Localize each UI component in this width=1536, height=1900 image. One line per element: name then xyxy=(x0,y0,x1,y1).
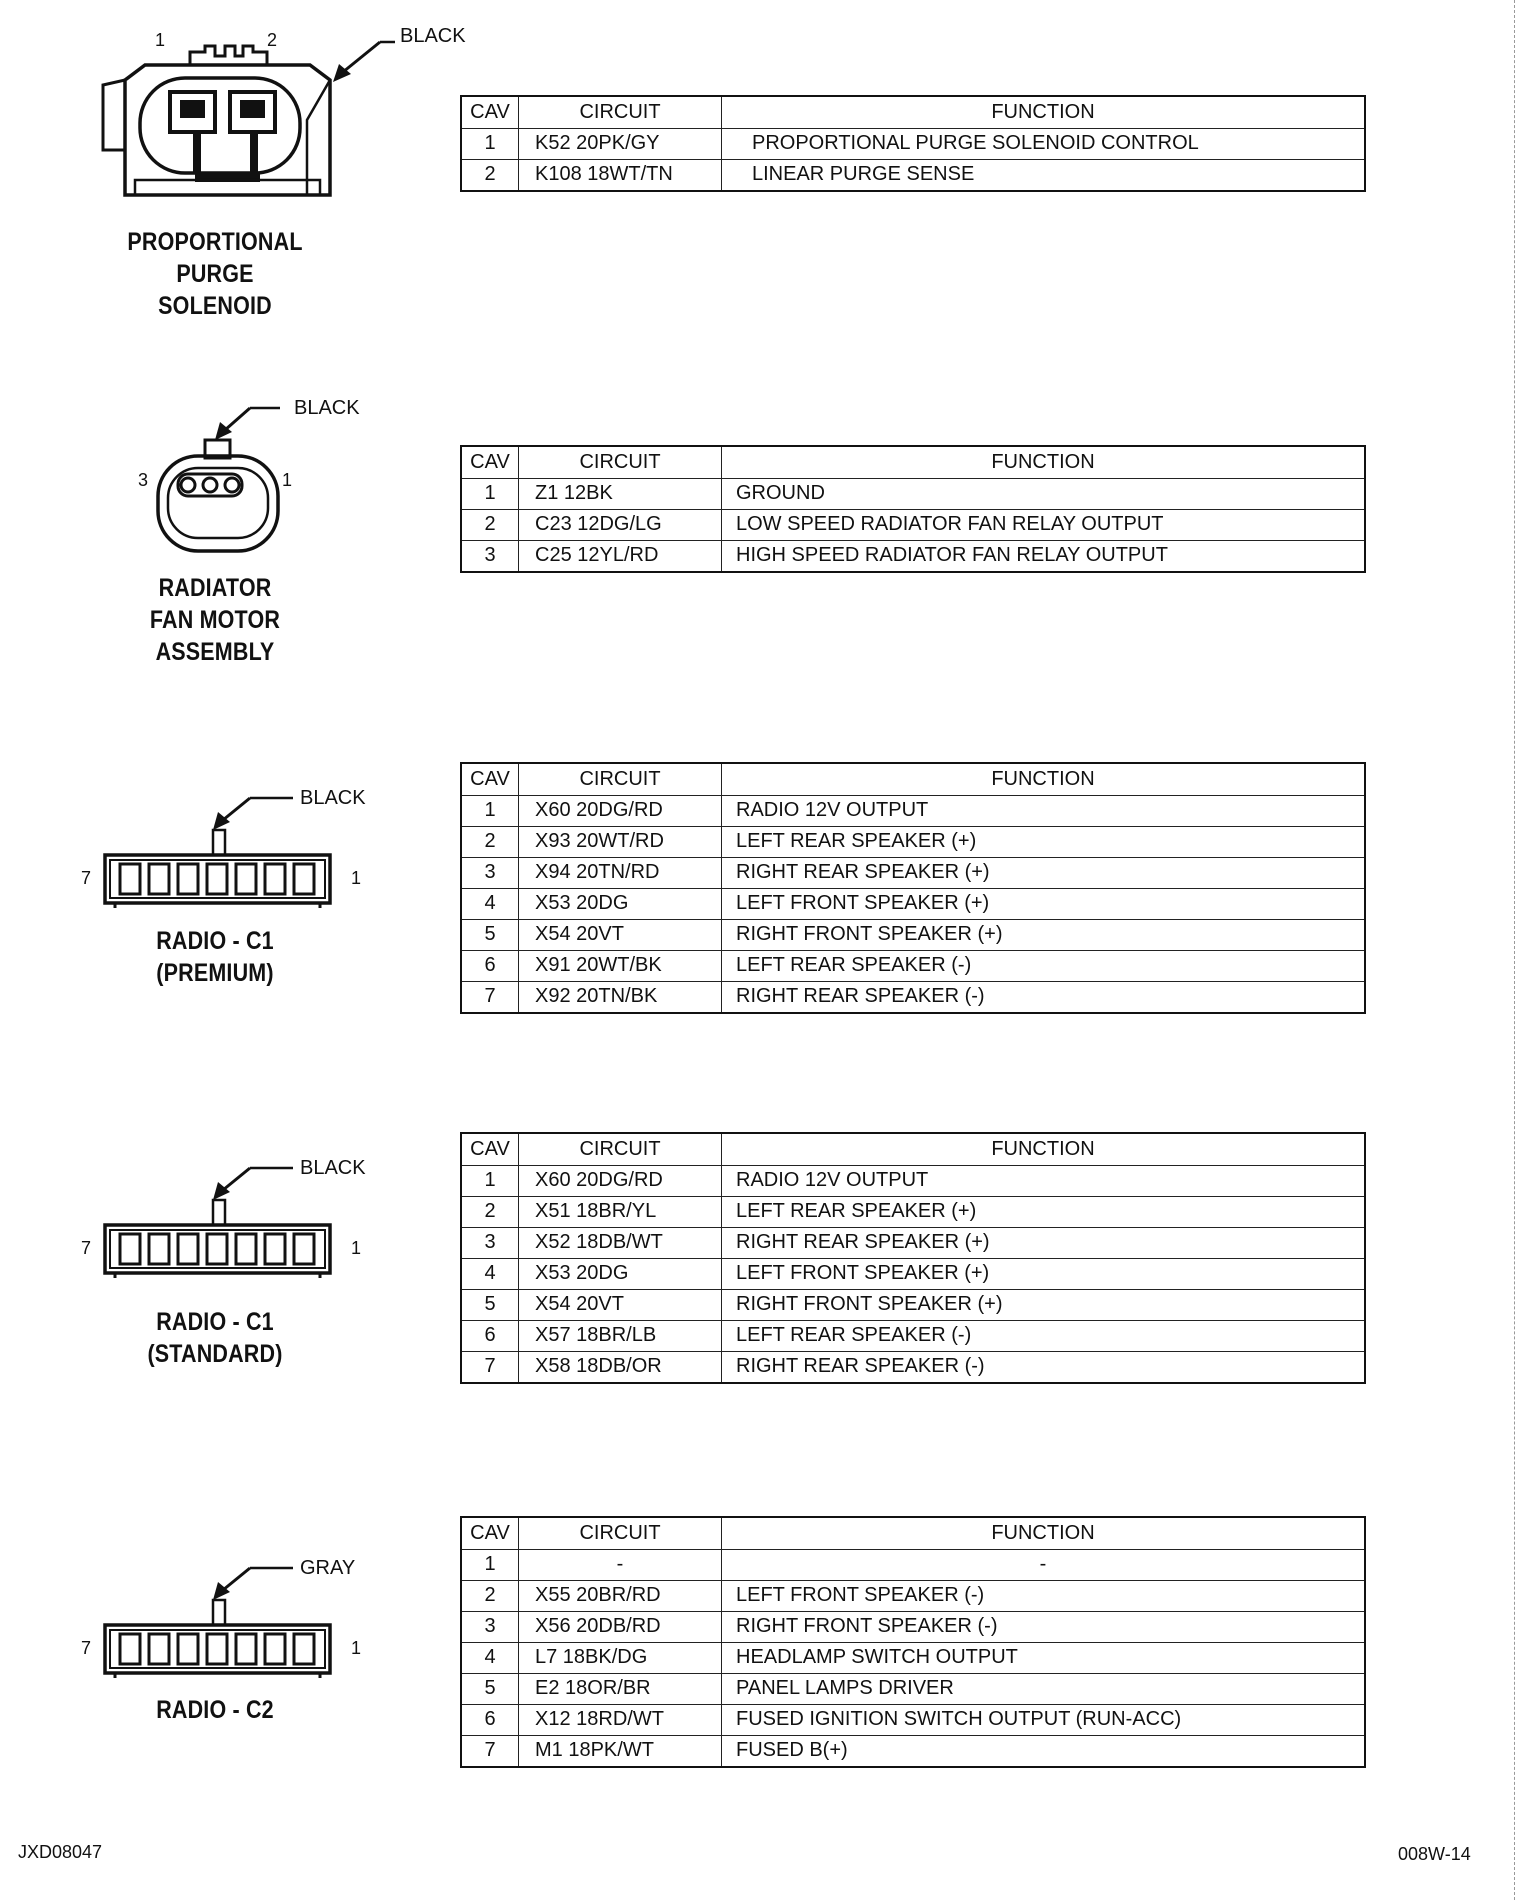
cav-cell: 7 xyxy=(461,1735,519,1767)
circuit-cell: X94 20TN/RD xyxy=(519,857,722,888)
radio-c2-color-label: GRAY xyxy=(300,1557,356,1579)
function-cell: RIGHT REAR SPEAKER (-) xyxy=(722,1351,1366,1383)
purge-solenoid-pinout-table xyxy=(460,95,1366,192)
radio-c1p-pin-label-left: 7 xyxy=(81,868,92,888)
function-header: FUNCTION xyxy=(722,446,1366,478)
circuit-cell: X12 18RD/WT xyxy=(519,1704,722,1735)
cav-header: CAV xyxy=(461,96,519,128)
circuit-header: CIRCUIT xyxy=(519,96,722,128)
function-cell: PANEL LAMPS DRIVER xyxy=(722,1673,1366,1704)
table-row xyxy=(461,540,1365,572)
circuit-cell: X58 18DB/OR xyxy=(519,1351,722,1383)
radio-c1-premium-connector-drawing xyxy=(75,780,375,910)
cav-cell: 1 xyxy=(461,1549,519,1580)
table-row xyxy=(461,159,1365,191)
cav-header: CAV xyxy=(461,1133,519,1165)
circuit-cell: C23 12DG/LG xyxy=(519,509,722,540)
cav-cell: 3 xyxy=(461,540,519,572)
circuit-cell: K52 20PK/GY xyxy=(519,128,722,159)
circuit-cell: X56 20DB/RD xyxy=(519,1611,722,1642)
function-cell: LEFT REAR SPEAKER (+) xyxy=(722,1196,1366,1227)
function-cell: PROPORTIONAL PURGE SOLENOID CONTROL xyxy=(722,128,1366,159)
circuit-header: CIRCUIT xyxy=(519,446,722,478)
cav-header: CAV xyxy=(461,763,519,795)
function-header: FUNCTION xyxy=(722,763,1366,795)
purge-title-line: PURGE xyxy=(176,260,254,288)
page-number: 008W-14 xyxy=(1398,1844,1471,1864)
table-row xyxy=(461,1549,1365,1580)
function-cell: FUSED IGNITION SWITCH OUTPUT (RUN-ACC) xyxy=(722,1704,1366,1735)
circuit-cell: X54 20VT xyxy=(519,919,722,950)
radio-c1-premium-title xyxy=(108,925,323,989)
radio-c2-title-line: RADIO - C2 xyxy=(156,1696,274,1724)
table-header-row xyxy=(461,1133,1365,1165)
radio-c1-premium-connector-icon xyxy=(75,780,375,910)
purge-solenoid-connector-drawing xyxy=(95,20,475,210)
table-row xyxy=(461,1196,1365,1227)
table-row xyxy=(461,478,1365,509)
circuit-header: CIRCUIT xyxy=(519,1133,722,1165)
function-cell: LOW SPEED RADIATOR FAN RELAY OUTPUT xyxy=(722,509,1366,540)
function-cell: RIGHT FRONT SPEAKER (+) xyxy=(722,919,1366,950)
function-cell: LEFT FRONT SPEAKER (+) xyxy=(722,1258,1366,1289)
function-header: FUNCTION xyxy=(722,1133,1366,1165)
circuit-cell: K108 18WT/TN xyxy=(519,159,722,191)
radio-c2-connector-icon xyxy=(75,1550,375,1680)
cav-cell: 2 xyxy=(461,1580,519,1611)
function-cell: FUSED B(+) xyxy=(722,1735,1366,1767)
cav-header: CAV xyxy=(461,1517,519,1549)
radiator-title-line: ASSEMBLY xyxy=(155,638,275,666)
function-cell: HIGH SPEED RADIATOR FAN RELAY OUTPUT xyxy=(722,540,1366,572)
cav-cell: 4 xyxy=(461,1642,519,1673)
radiator-pin-label-right: 1 xyxy=(282,470,293,490)
cav-cell: 6 xyxy=(461,1320,519,1351)
table-row xyxy=(461,888,1365,919)
cav-cell: 4 xyxy=(461,1258,519,1289)
purge-pin-label-right: 2 xyxy=(267,30,278,50)
radiator-pin-label-left: 3 xyxy=(138,470,149,490)
cav-cell: 6 xyxy=(461,950,519,981)
table-row xyxy=(461,1735,1365,1767)
cav-cell: 1 xyxy=(461,1165,519,1196)
circuit-cell: X91 20WT/BK xyxy=(519,950,722,981)
figure-id: JXD08047 xyxy=(18,1842,103,1862)
circuit-cell: Z1 12BK xyxy=(519,478,722,509)
cav-header: CAV xyxy=(461,446,519,478)
radio-c1-premium-pinout-table xyxy=(460,762,1366,1014)
cav-cell: 1 xyxy=(461,795,519,826)
radiator-fan-connector-icon xyxy=(130,390,380,560)
function-cell: RIGHT FRONT SPEAKER (-) xyxy=(722,1611,1366,1642)
radio-c2-title xyxy=(108,1694,323,1726)
cav-cell: 2 xyxy=(461,1196,519,1227)
circuit-cell: X60 20DG/RD xyxy=(519,795,722,826)
cav-cell: 1 xyxy=(461,478,519,509)
cav-cell: 6 xyxy=(461,1704,519,1735)
table-row xyxy=(461,795,1365,826)
circuit-cell: X53 20DG xyxy=(519,888,722,919)
table-header-row xyxy=(461,446,1365,478)
table-row xyxy=(461,1289,1365,1320)
radio-c1-standard-pinout-table xyxy=(460,1132,1366,1384)
table-header-row xyxy=(461,1517,1365,1549)
cav-cell: 3 xyxy=(461,1227,519,1258)
cav-cell: 5 xyxy=(461,919,519,950)
table-row xyxy=(461,950,1365,981)
circuit-cell: X60 20DG/RD xyxy=(519,1165,722,1196)
table-row xyxy=(461,1258,1365,1289)
radio-c1-standard-connector-drawing xyxy=(75,1150,375,1280)
table-row xyxy=(461,128,1365,159)
function-cell: - xyxy=(722,1549,1366,1580)
radio-c2-pin-label-right: 1 xyxy=(351,1638,362,1658)
function-cell: LEFT FRONT SPEAKER (-) xyxy=(722,1580,1366,1611)
table-row xyxy=(461,1227,1365,1258)
function-cell: HEADLAMP SWITCH OUTPUT xyxy=(722,1642,1366,1673)
radiator-fan-title xyxy=(108,572,323,668)
table-header-row xyxy=(461,96,1365,128)
table-row xyxy=(461,981,1365,1013)
cav-cell: 5 xyxy=(461,1673,519,1704)
radio-c1s-title-line: (STANDARD) xyxy=(147,1340,283,1368)
circuit-header: CIRCUIT xyxy=(519,1517,722,1549)
radiator-fan-connector-drawing xyxy=(130,390,380,560)
table-row xyxy=(461,1580,1365,1611)
radio-c2-connector-drawing xyxy=(75,1550,375,1680)
circuit-cell: - xyxy=(519,1549,722,1580)
radio-c1p-title-line: RADIO - C1 xyxy=(156,927,274,955)
radio-c2-pinout-table xyxy=(460,1516,1366,1768)
function-cell: RIGHT FRONT SPEAKER (+) xyxy=(722,1289,1366,1320)
radio-c1p-pin-label-right: 1 xyxy=(351,868,362,888)
circuit-cell: E2 18OR/BR xyxy=(519,1673,722,1704)
cav-cell: 2 xyxy=(461,826,519,857)
circuit-cell: C25 12YL/RD xyxy=(519,540,722,572)
function-cell: RIGHT REAR SPEAKER (-) xyxy=(722,981,1366,1013)
table-row xyxy=(461,1611,1365,1642)
function-cell: RIGHT REAR SPEAKER (+) xyxy=(722,857,1366,888)
cav-cell: 5 xyxy=(461,1289,519,1320)
purge-solenoid-connector-icon xyxy=(95,20,475,210)
cav-cell: 2 xyxy=(461,159,519,191)
table-row xyxy=(461,1642,1365,1673)
radio-c1p-title-line: (PREMIUM) xyxy=(156,959,274,987)
radiator-color-label: BLACK xyxy=(294,397,360,419)
radio-c2-pin-label-left: 7 xyxy=(81,1638,92,1658)
function-cell: LEFT REAR SPEAKER (+) xyxy=(722,826,1366,857)
cav-cell: 7 xyxy=(461,1351,519,1383)
radiator-title-line: RADIATOR xyxy=(158,574,272,602)
table-row xyxy=(461,1165,1365,1196)
function-cell: LEFT FRONT SPEAKER (+) xyxy=(722,888,1366,919)
cav-cell: 3 xyxy=(461,1611,519,1642)
function-cell: RADIO 12V OUTPUT xyxy=(722,795,1366,826)
radiator-title-line: FAN MOTOR xyxy=(149,606,281,634)
circuit-cell: X93 20WT/RD xyxy=(519,826,722,857)
page-edge-line xyxy=(1514,0,1515,1900)
purge-solenoid-title xyxy=(108,226,323,322)
purge-title-line: PROPORTIONAL xyxy=(127,228,303,256)
circuit-cell: X53 20DG xyxy=(519,1258,722,1289)
table-row xyxy=(461,857,1365,888)
circuit-cell: X55 20BR/RD xyxy=(519,1580,722,1611)
circuit-cell: M1 18PK/WT xyxy=(519,1735,722,1767)
cav-cell: 3 xyxy=(461,857,519,888)
radiator-fan-pinout-table xyxy=(460,445,1366,573)
purge-pin-label-left: 1 xyxy=(155,30,166,50)
table-row xyxy=(461,509,1365,540)
radio-c1s-color-label: BLACK xyxy=(300,1157,366,1179)
function-header: FUNCTION xyxy=(722,1517,1366,1549)
cav-cell: 4 xyxy=(461,888,519,919)
function-cell: LINEAR PURGE SENSE xyxy=(722,159,1366,191)
circuit-header: CIRCUIT xyxy=(519,763,722,795)
table-row xyxy=(461,1704,1365,1735)
radio-c1p-color-label: BLACK xyxy=(300,787,366,809)
table-row xyxy=(461,1673,1365,1704)
table-row xyxy=(461,919,1365,950)
circuit-cell: X92 20TN/BK xyxy=(519,981,722,1013)
table-row xyxy=(461,826,1365,857)
table-header-row xyxy=(461,763,1365,795)
table-row xyxy=(461,1320,1365,1351)
radio-c1-standard-connector-icon xyxy=(75,1150,375,1280)
function-cell: LEFT REAR SPEAKER (-) xyxy=(722,1320,1366,1351)
function-cell: RIGHT REAR SPEAKER (+) xyxy=(722,1227,1366,1258)
radio-c1s-title-line: RADIO - C1 xyxy=(156,1308,274,1336)
cav-cell: 2 xyxy=(461,509,519,540)
function-cell: RADIO 12V OUTPUT xyxy=(722,1165,1366,1196)
purge-color-label: BLACK xyxy=(400,25,466,47)
circuit-cell: X51 18BR/YL xyxy=(519,1196,722,1227)
function-cell: GROUND xyxy=(722,478,1366,509)
circuit-cell: L7 18BK/DG xyxy=(519,1642,722,1673)
cav-cell: 7 xyxy=(461,981,519,1013)
radio-c1-standard-title xyxy=(108,1306,323,1370)
table-row xyxy=(461,1351,1365,1383)
function-header: FUNCTION xyxy=(722,96,1366,128)
circuit-cell: X54 20VT xyxy=(519,1289,722,1320)
purge-title-line: SOLENOID xyxy=(158,292,272,320)
function-cell: LEFT REAR SPEAKER (-) xyxy=(722,950,1366,981)
circuit-cell: X52 18DB/WT xyxy=(519,1227,722,1258)
radio-c1s-pin-label-right: 1 xyxy=(351,1238,362,1258)
cav-cell: 1 xyxy=(461,128,519,159)
circuit-cell: X57 18BR/LB xyxy=(519,1320,722,1351)
radio-c1s-pin-label-left: 7 xyxy=(81,1238,92,1258)
